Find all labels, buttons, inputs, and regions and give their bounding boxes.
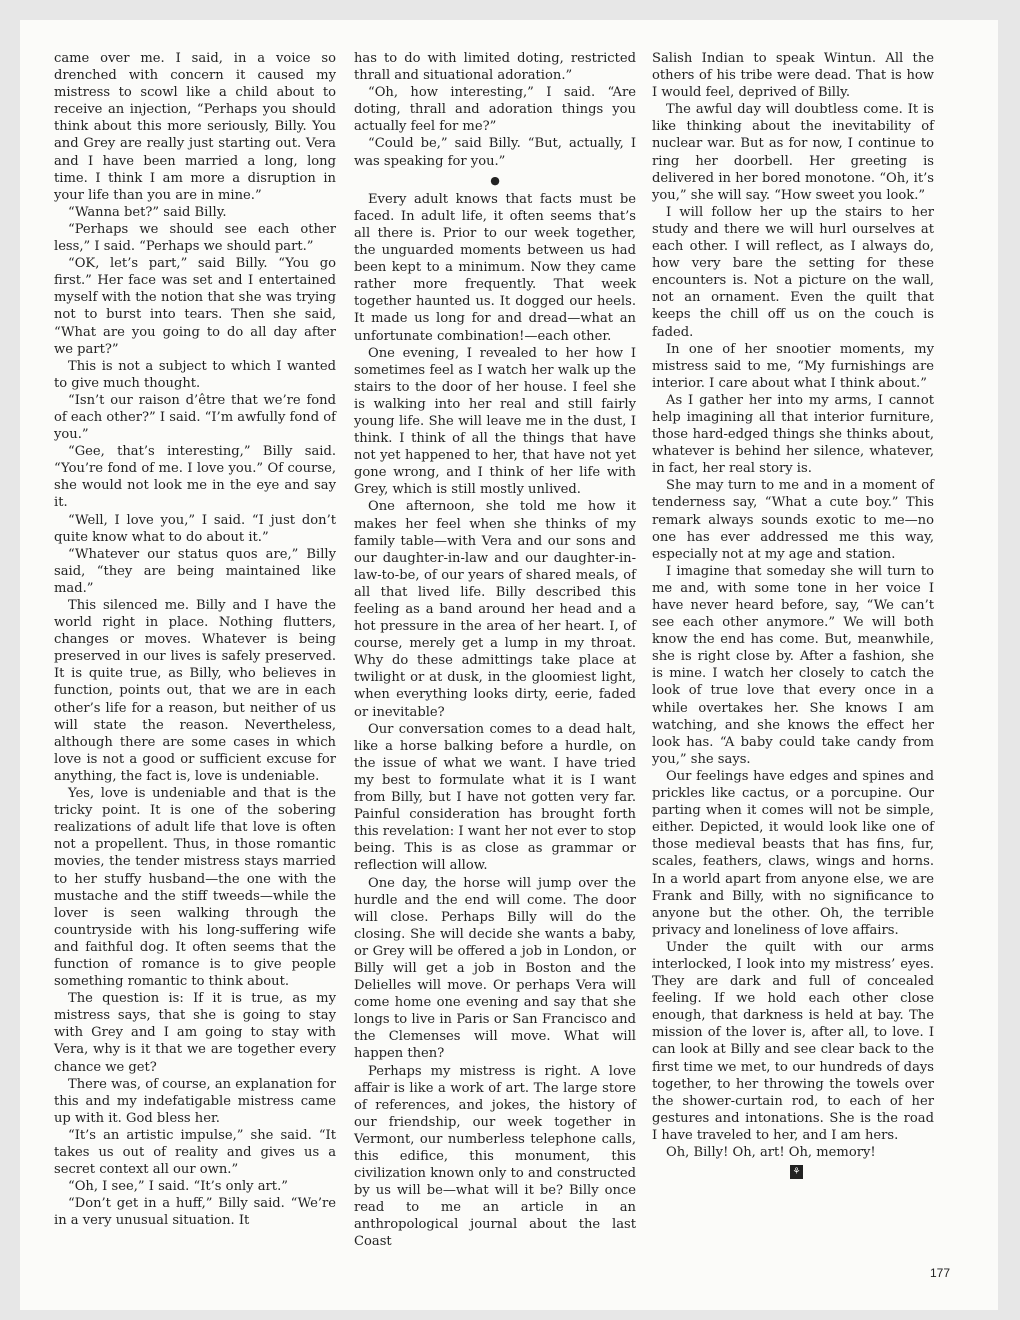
paragraph: One day, the horse will jump over the hurdle and the end will come. The door will close. Perhaps Billy will do the closing. She will decide she wants a baby, or Grey will be offered a job in London, or Billy will get a job in Boston and the Delielles will move. Or perhaps Vera will come home one evening and say that she longs to live in Paris or San Francisco and the Clemenses will move. What will happen then? bbox=[354, 875, 636, 1062]
paragraph: “Perhaps we should see each other less,” I said. “Perhaps we should part.” bbox=[54, 221, 336, 255]
paragraph: There was, of course, an explanation for this and my indefatigable mistress came up with it. God bless her. bbox=[54, 1076, 336, 1126]
column-2 bbox=[354, 50, 636, 1251]
paragraph: The awful day will doubtless come. It is like thinking about the inevitability of nuclear war. But as for now, I continue to ring her doorbell. Her greeting is delivered in her bored monotone. “Oh, it’s you,” she will say. “How sweet you look.” bbox=[652, 102, 934, 203]
paragraph: She may turn to me and in a moment of tenderness say, “What a cute boy.” This remark always sounds exotic to me—no one has ever addressed me this way, especially not at my age and station. bbox=[652, 478, 934, 562]
paragraph: has to do with limited doting, restricted thrall and situational adoration.” bbox=[354, 51, 636, 84]
paragraph: One afternoon, she told me how it makes her feel when she thinks of my family table—with Vera and our sons and our daughter-in-law and our daughter-in-law-to-be, of our years of shared meals, of all that lived life. Billy described this feeling as a band around her head and a hot pressure in the area of her heart. I, of course, merely get a lump in my throat. Why do these admittings take place at twilight or at dusk, in the gloomiest light, when everything looks dirty, eerie, faded or inevitable? bbox=[354, 499, 636, 720]
paragraph: Perhaps my mistress is right. A love affair is like a work of art. The large store of references, and jokes, the history of our friendship, our week together in Vermont, our numberless telephone calls, this edifice, this monument, this civilization known only to and constructed by us will be—what will it be? Billy once read to me an article in an anthropological journal about the last Coast bbox=[354, 1063, 636, 1250]
paragraph: Every adult knows that facts must be faced. In adult life, it often seems that’s all there is. Prior to our week together, the unguarded moments between us had been kept to a minimum. Now they came rather more frequently. That week together haunted us. It dogged our heels. It made us long for and dread—what an unfortunate combination!—each other. bbox=[354, 191, 636, 344]
paragraph: Under the quilt with our arms interlocked, I look into my mistress’ eyes. They are dark and full of concealed feeling. If we hold each other close enough, that darkness is held at bay. The mission of the lover is, after all, to love. I can look at Billy and see clear back to the first time we met, to our hundreds of days together, to her throwing the towels over the shower-curtain rod, to each of her gestures and intonations. She is the road I have traveled to her, and I am hers. bbox=[652, 939, 934, 1143]
paragraph: One evening, I revealed to her how I sometimes feel as I watch her walk up the stairs to the door of her house. I feel she is walking into her real and still fairly young life. She will leave me in the dust, I think. I think of all the things that have not yet happened to her, that have not yet gone wrong, and I think of her life with Grey, which is still mostly unlived. bbox=[354, 345, 636, 498]
page-number: 177 bbox=[930, 1266, 951, 1280]
paragraph: Our conversation comes to a dead halt, like a horse balking before a hurdle, on the issue of what we want. I have tried my best to formulate what it is I want from Billy, but I have not gotten very far. Painful consideration has brought forth this revelation: I want her not ever to stop being. This is as close as grammar or reflection will allow. bbox=[354, 721, 636, 874]
paragraph: This is not a subject to which I wanted to give much thought. bbox=[54, 358, 336, 391]
paragraph: “It’s an artistic impulse,” she said. “It takes us out of reality and gives us a secret context all our own.” bbox=[54, 1127, 336, 1178]
paragraph: Oh, Billy! Oh, art! Oh, memory! bbox=[666, 1145, 876, 1160]
paragraph: “Isn’t our raison d’être that we’re fond of each other?” I said. “I’m awfully fond of you.” bbox=[54, 392, 336, 443]
paragraph: The question is: If it is true, as my mistress says, that she is going to stay with Grey and I am going to stay with Vera, why is it that we are together every chance we get? bbox=[54, 991, 336, 1075]
section-break-bullet: ● bbox=[490, 173, 500, 187]
column-1 bbox=[54, 50, 336, 1229]
paragraph: “OK, let’s part,” said Billy. “You go first.” Her face was set and I entertained myself with the notion that she was trying not to burst into tears. Then she said, “What are you going to do all day after we part?” bbox=[54, 256, 336, 357]
paragraph: “Gee, that’s interesting,” Billy said. “You’re fond of me. I love you.” Of course, she would not look me in the eye and say it. bbox=[54, 444, 336, 511]
paragraph: “Could be,” said Billy. “But, actually, I was speaking for you.” bbox=[354, 136, 636, 169]
paragraph: I will follow her up the stairs to her study and there we will hurl ourselves at each other. I will reflect, as I always do, how very bare the setting for these encounters is. Not a picture on the wall, not an ornament. Even the quilt that keeps the chill off us on the couch is faded. bbox=[652, 204, 934, 340]
paragraph: “Oh, how interesting,” I said. “Are doting, thrall and adoration things you actually feel for me?” bbox=[354, 85, 636, 135]
paragraph: Salish Indian to speak Wintun. All the others of his tribe were dead. That is how I would feel, deprived of Billy. bbox=[652, 51, 934, 101]
end-mark-icon: ⚘ bbox=[790, 1165, 803, 1179]
paragraph: In one of her snootier moments, my mistress said to me, “My furnishings are interior. I care about what I think about.” bbox=[652, 341, 934, 391]
paragraph: Yes, love is undeniable and that is the tricky point. It is one of the sobering realizations of adult life that love is often not a propellent. Thus, in those romantic movies, the tender mistress stays married to her stuffy husband—the one with the mustache and the stiff tweeds—while the lover is seen walking through the countryside with his long-suffering wife and faithful dog. It often seems that the function of romance is to give people something romantic to think about. bbox=[54, 786, 336, 990]
magazine-page bbox=[20, 20, 998, 1310]
column-3 bbox=[652, 50, 934, 1179]
paragraph: “Well, I love you,” I said. “I just don’t quite know what to do about it.” bbox=[54, 512, 336, 545]
paragraph: “Oh, I see,” I said. “It’s only art.” bbox=[68, 1179, 288, 1195]
paragraph: “Don’t get in a huff,” Billy said. “We’re in a very unusual situation. It bbox=[54, 1196, 336, 1229]
paragraph: I imagine that someday she will turn to me and, with some tone in her voice I have never heard before, say, “We can’t see each other anymore.” We will both know the end has come. But, meanwhile, she is right close by. After a fashion, she is mine. I watch her closely to catch the look of true love that every once in a while overtakes her. She knows I am watching, and she knows the effect her look has. “A baby could take candy from you,” she says. bbox=[652, 563, 934, 767]
paragraph: came over me. I said, in a voice so drenched with concern it caused my mistress to scowl like a child about to receive an injection, “Perhaps you should think about this more seriously, Billy. You and Grey are really just starting out. Vera and I have been married a long, long time. I think I am more a disruption in your life than you are in mine.” bbox=[54, 51, 336, 203]
paragraph: “Wanna bet?” said Billy. bbox=[68, 204, 227, 220]
paragraph: “Whatever our status quos are,” Billy said, “they are being maintained like mad.” bbox=[54, 546, 336, 596]
paragraph: As I gather her into my arms, I cannot help imagining all that interior furniture, those hard-edged things she thinks about, whatever is behind her silence, whatever, in fact, her real story is. bbox=[652, 392, 934, 477]
paragraph: Our feelings have edges and spines and prickles like cactus, or a porcupine. Our parting when it comes will not be simple, either. Depicted, it would look like one of those medieval beasts that has fins, fur, scales, feathers, claws, wings and horns. In a world apart from anyone else, we are Frank and Billy, with no significance to anyone but the other. Oh, the terrible privacy and loneliness of love affairs. bbox=[652, 768, 934, 938]
paragraph: This silenced me. Billy and I have the world right in place. Nothing flutters, changes or moves. Whatever is being preserved in our lives is safely preserved. It is quite true, as Billy, who believes in function, points out, that we are in each other’s life for a reason, but neither of us will state the reason. Nevertheless, although there are some cases in which love is not a good or sufficient excuse for anything, the fact is, love is undeniable. bbox=[54, 598, 336, 784]
